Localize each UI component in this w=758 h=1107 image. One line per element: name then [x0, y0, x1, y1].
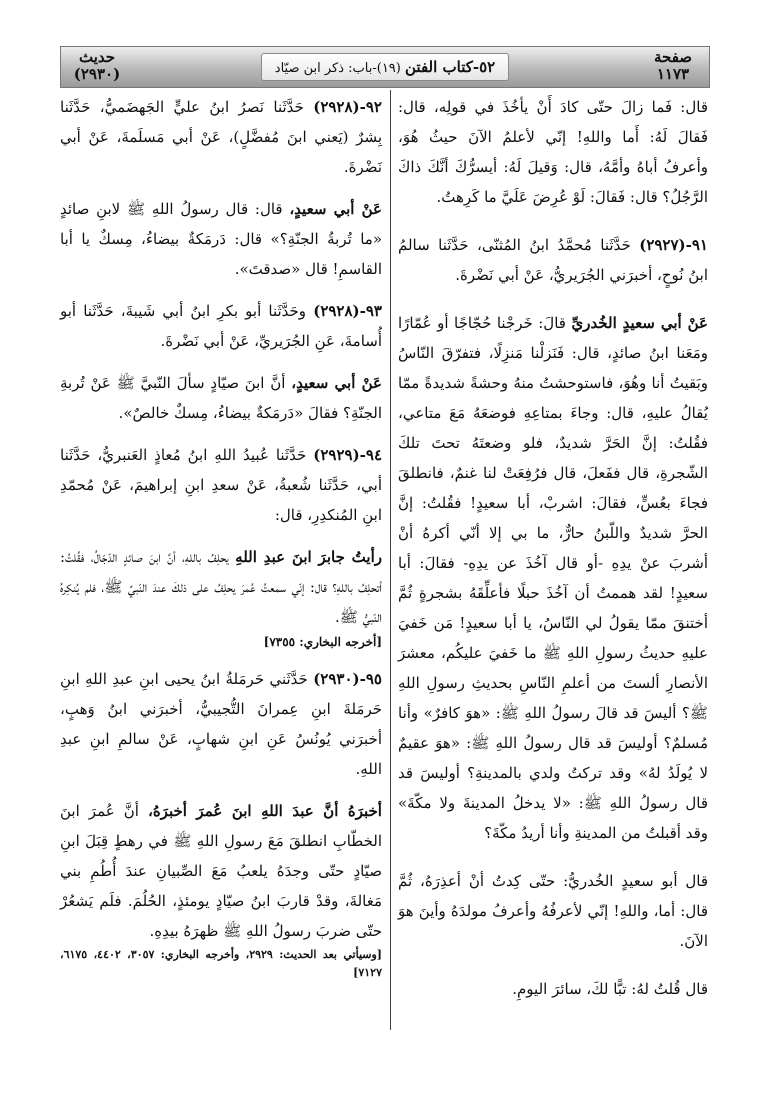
page-number: ١١٧٣: [656, 65, 690, 83]
right-column: [398, 92, 708, 1004]
page-label: صفحة: [653, 48, 693, 66]
hadith-94-chain: حَدَّثَنا عُبيدُ اللهِ ابنُ مُعاذٍ العَنبريُّ، حَدَّثَنا أبي، حَدَّثَنا شُعبةُ، عَنْ سعدِ ابنِ إبراهيمَ، عَنْ مُحمّدِ ابنِ المُنكدِرِ، قال:: [60, 446, 382, 524]
hadith-92-matn: [60, 194, 382, 284]
hadith-95-lead: أخبرَهُ أنَّ عبدَ اللهِ ابنَ عُمرَ أخبرَهُ،: [147, 802, 382, 820]
hadith-94-reference: [أخرجه البخاري: ٧٣٥٥]: [263, 635, 382, 649]
hadith-93-chain: وحَدَّثَنا أبو بكرِ ابنُ أبي شَيبةَ، حَدَّثَنا أبو أُسامةَ، عَنِ الجُرَيريِّ، عَنْ أبي نَضْرةَ.: [60, 302, 382, 350]
final-line: قال قُلتُ لهُ: تبًّا لكَ، سائرَ اليومِ.: [512, 980, 708, 998]
hadith-91-matn: [398, 308, 708, 848]
hadith-93-body: أنَّ ابنَ صيّادٍ سألَ النّبيَّ ﷺ عَنْ تُربةِ الجنّةِ؟ فقالَ «دَرمَكةٌ بيضاءُ، مِسكٌ خالصٌ».: [60, 374, 382, 422]
hadith-94-lead: رأيتُ جابرَ ابنَ عبدِ اللهِ: [235, 548, 382, 566]
hadith-label: حديث: [78, 48, 116, 66]
book-title: ٥٢-كتاب الفتن: [405, 58, 496, 76]
hadith-91-isnad: [398, 230, 708, 290]
hadith-95-number: ٩٥-(٢٩٣٠): [313, 670, 382, 688]
continuation-paragraph: قال: فَما زالَ حتّى كادَ أَنْ يأخُذَ في قولِه، قال: فَقالَ لَهُ: أَما واللهِ! إنّي لأعلمُ الآنَ حيثُ هُوَ، وأعرفُ أباهُ وأمَّهُ، قال: وَقيلَ لَهُ: أيسرُّكَ أنَّكَ ذاكَ الرَّجُلُ؟ قال: فَقالَ: لَوْ عُرِضَ عَلَيَّ ما كَرِهتُ.: [398, 98, 708, 206]
hadith-91-body: قالَ: خَرجْنا حُجّاجًا أو عُمّارًا ومَعَنا ابنُ صائدٍ، قال: فَنَزلْنا مَنزِلًا، فتفرّقَ النّاسُ وبَقيتُ أنا وهُوَ، فاستوحشتُ منهُ وحشةً شديدةً ممّا يُقالُ عليهِ، قال: وجاءَ بمتاعِهِ فوضعَهُ مَعَ متاعي، فقُلتُ: إنَّ الحَرَّ شديدٌ، فلو وضعتَهُ تحتَ تلكَ الشّجرةِ، قال ففَعلَ، قال فرُفِعَتْ لنا غنمٌ، فانطلقَ فجاءَ بعُسٍّ، فقالَ: اشربْ، أبا سعيدٍ! فقُلتُ: إنَّ الحرَّ شديدٌ واللّبنُ حارٌّ، ما بي إلا أنّي أكرهُ أنْ أشربَ عنْ يدِهِ -أو قال آخُذَ عن يدِهِ- فقالَ: أبا سعيدٍ! لقد هممتُ أن آخُذَ حبلًا فأعلِّقَهُ بشجرةٍ ثُمَّ أختنقَ ممّا يقولُ لي النّاسُ، يا أبا سعيدٍ! مَن خَفيَ عليهِ حديثُ رسولِ اللهِ ﷺ ما خَفيَ عليكُم، معشرَ الأنصارِ ألستَ من أعلمِ النّاسِ بحديثِ رسولِ اللهِ ﷺ؟ أليسَ قد قالَ رسولُ اللهِ ﷺ: «هوَ كافرٌ» وأنا مُسلمٌ؟ أوليسَ قد قال رسولُ اللهِ ﷺ: «هوَ عقيمٌ لا يُولَدُ لهُ» وقد تركتُ ولدي بالمدينةِ؟ أوليسَ قد قال رسولُ اللهِ ﷺ: «لا يدخلُ المدينةَ ولا مكّةَ» وقد أقبلتُ من المدينةِ وأنا أريدُ مكّةَ؟: [398, 314, 708, 842]
closing-paragraph: قال أبو سعيدٍ الخُدريُّ: حتّى كِدتُ أنْ أعذِرَهُ، ثُمَّ قال: أما، واللهِ! إنّي لأعرفُهُ وأعرفُ مولدَهُ وأينَ هوَ الآنَ.: [398, 872, 708, 950]
page-number-box: [645, 49, 701, 83]
hadith-91-lead: عَنْ أبي سعيدٍ الخُدريِّ: [571, 314, 708, 332]
hadith-94-matn: [60, 542, 382, 632]
hadith-94-body: يحلِفُ باللهِ، أنَّ ابنَ صائدٍ الدّجّالُ، فقُلتُ: أتحلِفُ باللهِ؟ قال: إنّي سمعتُ عُمرَ يحلِفُ على ذلكَ عندَ النّبيِّ ﷺ، فلم يُنكِرهُ النّبيُّ ﷺ.: [60, 548, 382, 626]
hadith-number: (٢٩٣٠): [73, 65, 121, 83]
hadith-92-lead: عَنْ أبي سعيدٍ،: [289, 200, 382, 218]
hadith-92-chain: حَدَّثَنا نَصرُ ابنُ عليٍّ الجَهضَميُّ، حَدَّثَنا بِشرٌ (يَعني ابنَ مُفضَّلٍ)، عَنْ أبي مَسلَمةَ، عَنْ أبي نَضْرةَ.: [60, 98, 382, 176]
page-header: [60, 46, 710, 88]
left-column: [60, 92, 382, 982]
hadith-91-chain: حَدَّثَنا مُحمَّدُ ابنُ المُثنّى، حَدَّثَنا سالمُ ابنُ نُوحٍ، أخبرَني الجُرَيريُّ، عَنْ أبي نَضْرةَ.: [398, 236, 708, 284]
hadith-92-isnad: [60, 92, 382, 182]
hadith-93-number: ٩٣-(٢٩٢٨): [313, 302, 382, 320]
hadith-94-isnad: [60, 440, 382, 530]
hadith-95-chain: حَدَّثَني حَرمَلةُ ابنُ يحيى ابنِ عبدِ اللهِ ابنِ حَرمَلةَ ابنِ عِمرانَ التُّجيبيُّ، أخبرَني ابنُ وَهبٍ، أخبرَني يُونُسُ عَنِ ابنِ شهابٍ، عَنْ سالمِ ابنِ عبدِ اللهِ.: [60, 670, 382, 778]
column-divider: [390, 90, 391, 1030]
running-title: [261, 53, 509, 81]
hadith-92-body: قال: قال رسولُ اللهِ ﷺ لابنِ صائدٍ «ما تُربةُ الجنّةِ؟» قال: دَرمَكةٌ بيضاءُ، مِسكٌ يا أبا القاسمِ! قال «صدقتَ».: [60, 200, 382, 278]
hadith-93-isnad: [60, 296, 382, 356]
hadith-95-matn: [60, 796, 382, 946]
hadith-95-reference: [وسيأتي بعد الحديث: ٢٩٢٩، وأخرجه البخاري: ٣٠٥٧، ٤٤٠٢، ٦١٧٥، ٧١٢٧]: [60, 948, 382, 979]
hadith-92-number: ٩٢-(٢٩٢٨): [313, 98, 382, 116]
hadith-95-isnad: [60, 664, 382, 784]
hadith-93-lead: عَنْ أبي سعيدٍ،: [291, 374, 382, 392]
chapter-title: (١٩)-باب: ذكر ابن صيّاد: [274, 61, 401, 76]
hadith-91-number: ٩١-(٢٩٢٧): [639, 236, 708, 254]
hadith-number-box: [69, 49, 125, 83]
hadith-95-body: أنَّ عُمرَ ابنَ الخطّابِ انطلقَ مَعَ رسولِ اللهِ ﷺ في رهطٍ قِبَلَ ابنِ صيّادٍ حتّى وجدَهُ يلعبُ مَعَ الصِّبيانِ عندَ أُطُمِ بني مَغالةَ، وقدْ قاربَ ابنُ صيّادٍ يومئذٍ، الحُلُمَ. فلَم يَشعُرْ حتّى ضربَ رسولُ اللهِ ﷺ ظهرَهُ بيدِهِ.: [60, 802, 382, 940]
hadith-93-matn: [60, 368, 382, 428]
hadith-94-number: ٩٤-(٢٩٢٩): [313, 446, 383, 464]
